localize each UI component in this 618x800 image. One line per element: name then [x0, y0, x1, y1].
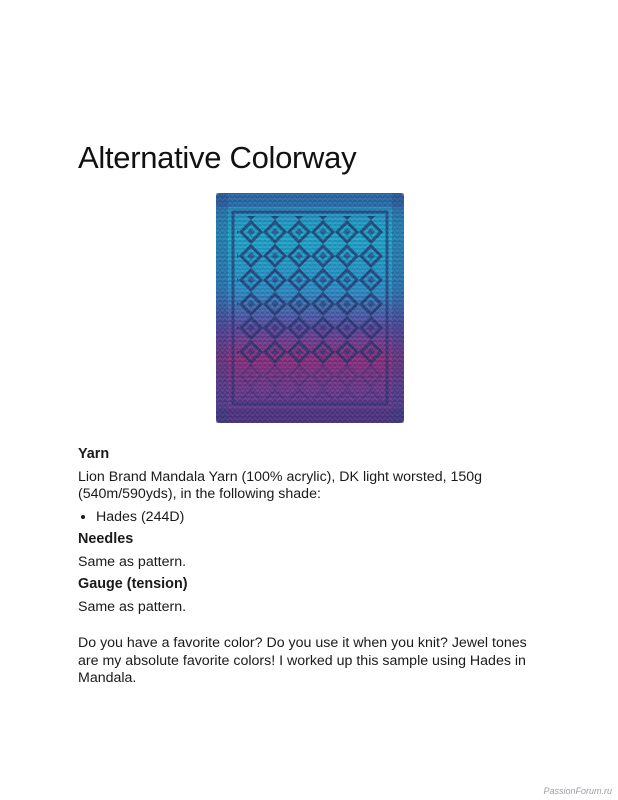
note-paragraph: Do you have a favorite color? Do you use it when you knit? Jewel tones are my absolute favorite colors! I worked up this sample using Hades in Mandala. — [78, 635, 527, 686]
swatch-graphic — [215, 192, 405, 424]
knitted-swatch-image — [215, 192, 405, 424]
page-title: Alternative Colorway — [78, 140, 357, 175]
needles-heading: Needles — [78, 531, 134, 547]
shade-list — [78, 509, 548, 527]
yarn-heading: Yarn — [78, 446, 110, 462]
spacer — [78, 621, 548, 635]
gauge-text: Same as pattern. — [78, 598, 187, 615]
shade-item: • Hades (244D) — [96, 509, 548, 527]
needles-text: Same as pattern. — [78, 553, 187, 570]
yarn-text: Lion Brand Mandala Yarn (100% acrylic), DK light worsted, 150g (540m/590yds), in the following shade: — [78, 468, 483, 502]
gauge-heading: Gauge (tension) — [78, 576, 188, 592]
materials-section — [78, 446, 548, 693]
watermark: PassionForum.ru — [543, 786, 612, 796]
